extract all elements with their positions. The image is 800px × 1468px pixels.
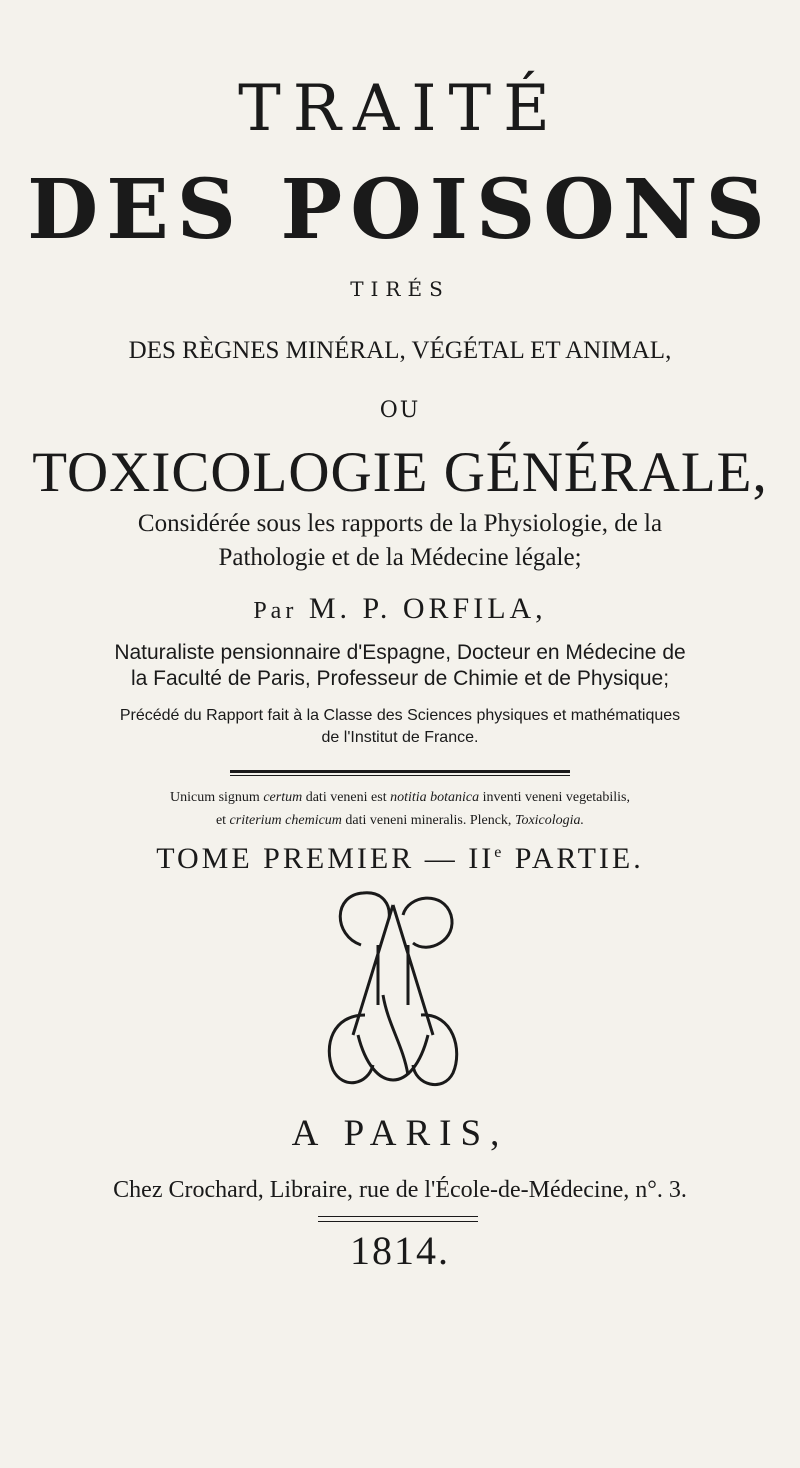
volume-end: PARTIE. xyxy=(504,842,644,875)
epigraph-text: dati veneni mineralis. xyxy=(345,813,467,828)
author-par: Par xyxy=(253,598,298,624)
epigraph-text: Unicum signum xyxy=(169,790,260,805)
epigraph-italic: criterium chemicum xyxy=(229,813,342,828)
divider-thick xyxy=(230,770,570,773)
imprint-year: 1814. xyxy=(350,1228,450,1273)
title-toxicologie: TOXICOLOGIE GÉNÉRALE, xyxy=(32,441,768,504)
author-desc-1: Naturaliste pensionnaire d'Espagne, Docteur en Médecine de xyxy=(114,641,686,664)
subtitle-line-2: Pathologie et de la Médecine légale; xyxy=(218,544,582,571)
title-tires: TIRÉS xyxy=(350,277,450,301)
divider-imprint-1 xyxy=(318,1216,478,1217)
volume-text: TOME PREMIER — II xyxy=(156,842,495,875)
title-ou: OU xyxy=(379,398,421,423)
author-desc-2: la Faculté de Paris, Professeur de Chimie et de Physique; xyxy=(130,667,670,690)
divider-thin xyxy=(230,775,570,776)
title-des-poisons: DES POISONS xyxy=(27,162,773,258)
volume-sup: e xyxy=(494,844,505,861)
epigraph-italic: notitia botanica xyxy=(390,790,480,805)
preface-line-1: Précédé du Rapport fait à la Classe des Sciences physiques et mathématiques xyxy=(119,707,681,724)
monogram-icon xyxy=(313,885,473,1100)
epigraph-line-1 xyxy=(0,790,800,806)
author-name: M. P. ORFILA, xyxy=(308,592,547,625)
imprint-city: A PARIS, xyxy=(291,1113,509,1154)
imprint-publisher: Chez Crochard, Libraire, rue de l'École-de-Médecine, n°. 3. xyxy=(113,1177,687,1203)
volume-line xyxy=(0,842,800,876)
author-line xyxy=(0,592,800,626)
epigraph-italic: certum xyxy=(263,790,303,805)
subtitle-line-1: Considérée sous les rapports de la Physiologie, de la xyxy=(137,510,663,537)
epigraph-author: Plenck, xyxy=(469,813,512,828)
epigraph-line-2 xyxy=(0,813,800,829)
epigraph-text: inventi veneni vegetabilis, xyxy=(482,790,631,805)
title-traite: TRAITÉ xyxy=(238,72,562,146)
epigraph-text: dati veneni est xyxy=(305,790,387,805)
epigraph-italic: Toxicologia. xyxy=(514,813,585,828)
epigraph-text: et xyxy=(215,813,227,828)
title-regnes: DES RÈGNES MINÉRAL, VÉGÉTAL ET ANIMAL, xyxy=(128,337,672,364)
preface-line-2: de l'Institut de France. xyxy=(321,729,479,746)
divider-imprint-2 xyxy=(318,1221,478,1222)
